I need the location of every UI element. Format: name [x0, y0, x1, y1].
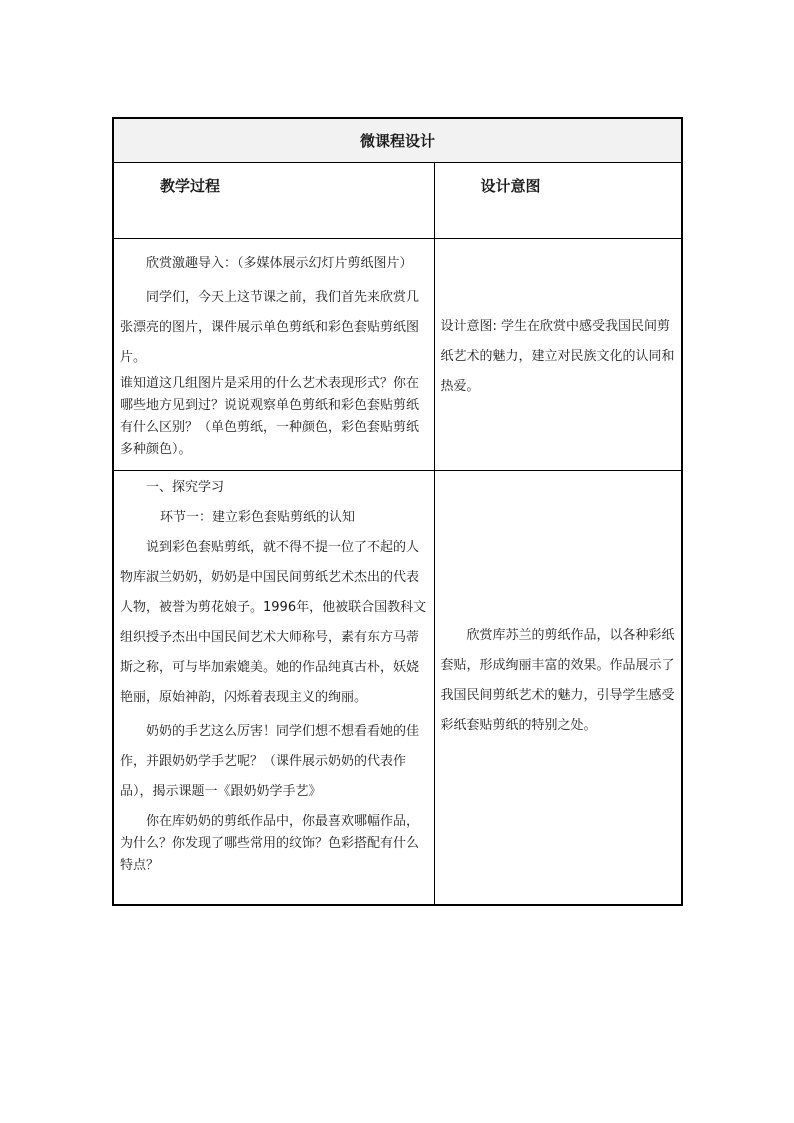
row2-intent-paragraph: 欣赏库苏兰的剪纸作品，以各种彩纸套贴，形成绚丽丰富的效果。作品展示了我国民间剪纸艺术的魅力，引导学生感受彩纸套贴剪纸的特别之处。	[440, 628, 675, 733]
row1-design-intent	[434, 239, 682, 471]
row2-design-intent	[434, 471, 682, 906]
row1-question-paragraph: 谁知道这几组图片是采用的什么艺术表现形式？你在哪些地方见到过？说说观察单色剪纸和彩色套贴剪纸有什么区别？（单色剪纸，一种颜色，彩色套贴剪纸多种颜色）。	[120, 376, 420, 457]
design-intent-header: 设计意图	[434, 163, 682, 239]
lesson-design-table	[112, 117, 683, 906]
row1-appreciation-paragraph: 同学们，今天上这节课之前，我们首先来欣赏几张漂亮的图片，课件展示单色剪纸和彩色套贴剪纸图片。	[120, 290, 420, 365]
section-heading: 一、探究学习	[146, 480, 225, 495]
lesson-topic-paragraph: 奶奶的手艺这么厉害！同学们想不想看看她的佳作，并跟奶奶学手艺呢？（课件展示奶奶的代表作品），揭示课题一《跟奶奶学手艺》	[120, 724, 420, 799]
step-one-heading: 环节一：建立彩色套贴剪纸的认知	[160, 510, 356, 525]
teaching-process-header: 教学过程	[113, 163, 434, 239]
discussion-question-paragraph: 你在库奶奶的剪纸作品中，你最喜欢哪幅作品，为什么？你发现了哪些常用的纹饰？色彩搭配有什么特点？	[120, 814, 420, 873]
table-title: 微课程设计	[113, 118, 682, 163]
row1-intro-paragraph: 欣赏激趣导入：（多媒体展示幻灯片剪纸图片）	[146, 256, 413, 271]
row1-teaching-process	[113, 239, 434, 471]
row2-teaching-process	[113, 471, 434, 906]
ku-shulan-intro-paragraph: 说到彩色套贴剪纸，就不得不提一位了不起的人物库淑兰奶奶，奶奶是中国民间剪纸艺术杰出的代表人物，被誉为剪花娘子。1996年，他被联合国教科文组织授予杰出中国民间艺术大师称号，素有东方马蒂斯之称，可与毕加索媲美。她的作品纯真古朴，妖娆艳丽，原始神韵，闪烁着表现主义的绚丽。	[120, 540, 427, 705]
row1-intent-paragraph: 设计意图: 学生在欣赏中感受我国民间剪纸艺术的魅力，建立对民族文化的认同和热爱。	[440, 319, 675, 394]
